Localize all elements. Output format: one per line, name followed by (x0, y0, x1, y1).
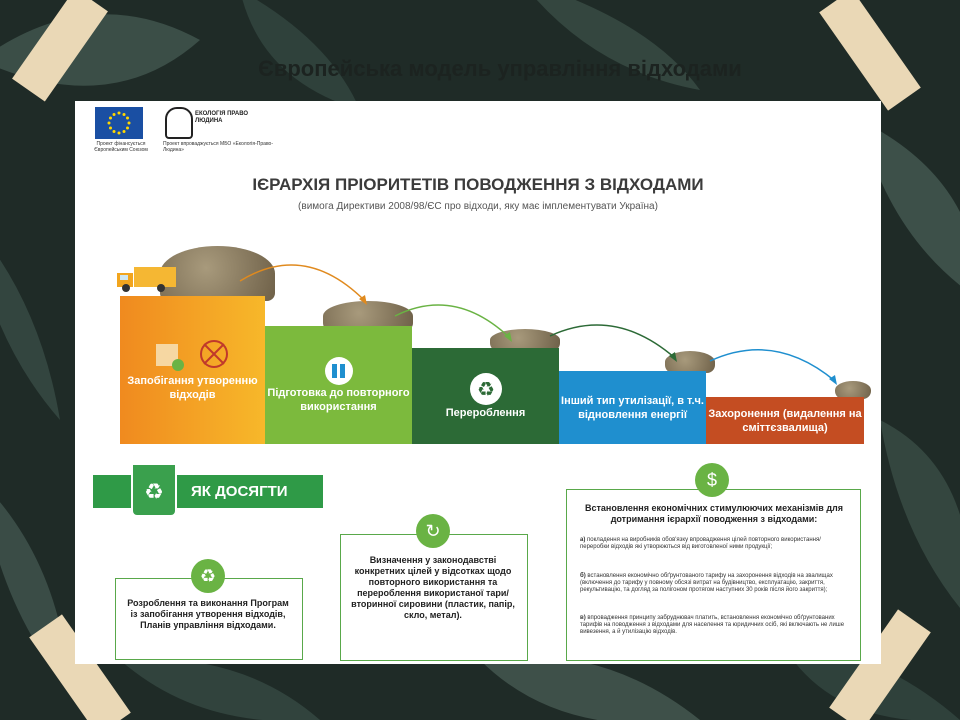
money-badge-icon: $ (695, 463, 729, 497)
hierarchy-title: ІЄРАРХІЯ ПРІОРИТЕТІВ ПОВОДЖЕННЯ З ВІДХОДАМИ (252, 175, 704, 194)
recycle-bin-icon (131, 463, 177, 517)
item-text: впровадження принципу забруднювач платить, встановлення економічно обґрунтованих тарифів на поводження з відходами для населення та юридичних осіб, які включають не лише вивезення, а й утилізацію відходів. (580, 615, 845, 635)
flow-arrow-4 (705, 339, 845, 389)
step-label: Перероблення (445, 407, 526, 419)
bottles-icon (321, 356, 357, 386)
svg-text:♻: ♻ (476, 377, 495, 401)
cycle-badge-icon: ↻ (416, 514, 450, 548)
step-recycling (412, 348, 559, 444)
economic-item-b (580, 573, 850, 594)
item-marker: в) (580, 615, 586, 621)
slide-title: Європейська модель управління відходами (258, 56, 742, 81)
step-energy-recovery (559, 371, 706, 444)
item-marker: а) (580, 537, 586, 543)
step-label: Захоронення (видалення на сміттєзвалища) (708, 407, 862, 434)
economic-item-c (580, 615, 850, 636)
eco-logo-name: ЕКОЛОГІЯ ПРАВО ЛЮДИНА (195, 111, 249, 124)
infographic-poster (75, 101, 881, 664)
garbage-truck-icon (117, 265, 179, 293)
eu-logo-caption: Проект фінансується Європейським Союзом (94, 141, 148, 153)
eu-flag-logo (95, 107, 143, 139)
step-reuse (265, 326, 412, 444)
step-prevention (120, 296, 265, 444)
eco-logo-caption: Проект впроваджується МБО «Екологія-Право-Людина» (163, 141, 273, 153)
hierarchy-subtitle: (вимога Директиви 2008/98/ЄС про відходи, яку має імплементувати Україна) (298, 201, 658, 212)
flow-arrow-3 (545, 316, 685, 366)
box-and-no-plastic-icon (148, 338, 238, 374)
step-label: Підготовка до повторного використання (267, 387, 410, 413)
eu-stars-icon (95, 107, 143, 139)
step-landfill (706, 397, 864, 444)
item-text: покладення на виробників обов'язку впровадження цілей повторного використання/переробки відходів які утворюються від виготовленої ними продукції; (580, 537, 821, 550)
targets-text: Визначення у законодавстві конкретних цілей у відсотках щодо повторного використання та перероблення використаної тари/вторинної сировини (пластик, папір, скло, метал). (351, 555, 515, 620)
recycle-icon (468, 372, 504, 406)
recycle-badge-icon: ♻ (191, 559, 225, 593)
bin-recycle-symbol: ♻ (144, 479, 164, 504)
how-to-achieve-label: ЯК ДОСЯГТИ (191, 483, 288, 500)
item-marker: б) (580, 573, 586, 579)
step-label: Інший тип утилізації, в т.ч. відновлення енергії (561, 394, 704, 421)
economic-title: Встановлення економічних стимулюючих механізмів для дотримання ієрархії поводження з відходами: (584, 503, 844, 524)
step-label: Запобігання утворенню відходів (127, 375, 258, 401)
programs-text: Розроблення та виконання Програм із запобігання утворення відходів, Планів управління відходами. (127, 598, 289, 630)
economic-item-a (580, 537, 850, 551)
item-text: встановлення економічно обґрунтованого тарифу на захоронення відходів на звалищах (включення до тарифу у повному обсязі витрат на будівництво, експлуатацію, закриття, рекультивацію, та догляд за полігоном протягом наступних 30 років після його закриття); (580, 573, 833, 593)
eco-tree-logo-icon (165, 107, 193, 139)
